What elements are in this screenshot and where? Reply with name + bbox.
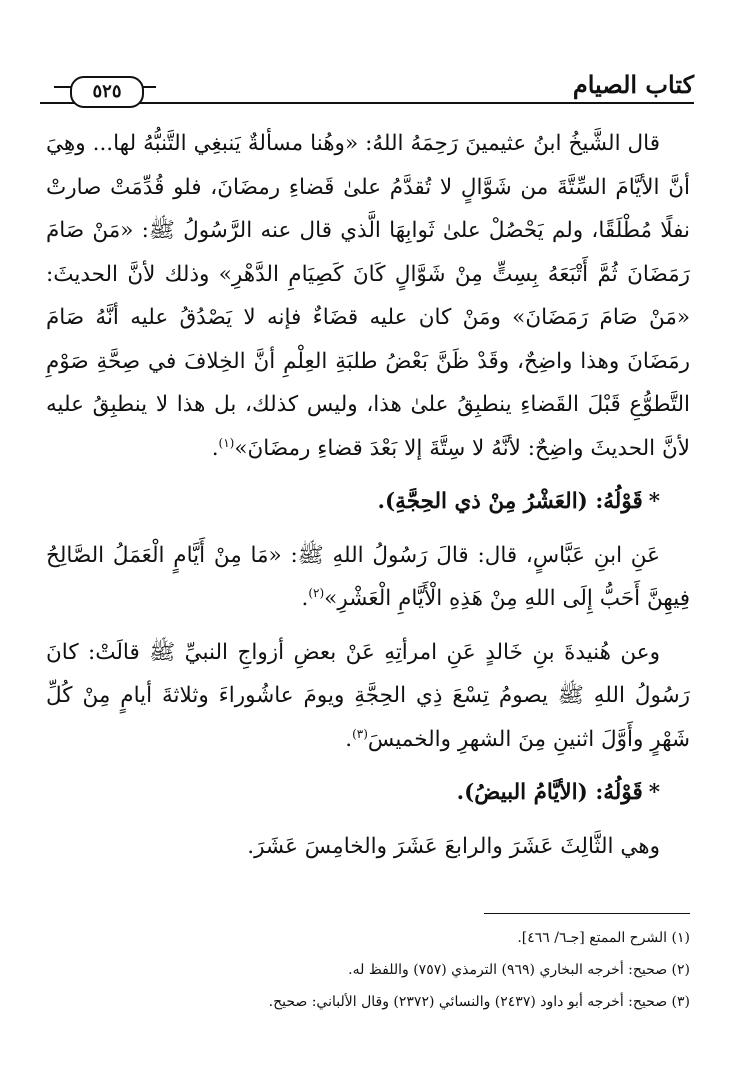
footnote-separator — [484, 913, 690, 914]
page-number-badge: ٥٢٥ — [70, 76, 144, 108]
paragraph-text: وعن هُنيدةَ بنِ خَالدٍ عَنِ امرأتِهِ عَنْ بعضِ أزواجِ النبيِّ ﷺ قالَتْ: كانَ رَسُولُ اللهِ ﷺ يصومُ تِسْعَ ذِي الحِجَّةِ ويومَ عاشُوراءَ وثلاثةَ أيامٍ مِنْ كُلِّ شَهْرٍ وأَوَّلَ اثنينِ مِنَ الشهرِ والخميسَ — [46, 639, 690, 752]
paragraph-text: عَنِ ابنِ عَبَّاسٍ، قال: قالَ رَسُولُ اللهِ ﷺ: «مَا مِنْ أَيَّامٍ الْعَمَلُ الصَّالِحُ فِيهِنَّ أَحَبُّ إِلَى اللهِ مِنْ هَذِهِ الْأَيَّامِ الْعَشْرِ» — [46, 542, 690, 611]
page-header — [40, 64, 694, 104]
paragraph-white-days: وهي الثَّالِثَ عَشَرَ والرابعَ عَشَرَ والخامِسَ عَشَرَ. — [247, 833, 660, 859]
footnote-ref-1: (١) — [218, 435, 235, 450]
heading-dhul-hijjah — [46, 480, 690, 524]
footnote-ref-3: (٣) — [352, 726, 368, 741]
footnote-2: (٢) صحيح: أخرجه البخاري (٩٦٩) الترمذي (٧٥٧) واللفظ له. — [348, 962, 690, 978]
heading-label: قَوْلُهُ: — [595, 489, 643, 514]
paragraph-ibn-uthaymeen: قال الشَّيخُ ابنُ عثيمينَ رَحِمَهُ اللهُ: «وهُنا مسألةٌ يَنبغِي التَّنبُّهُ لها... وهِيَ أنَّ الأيَّامَ السِّتَّةَ من شَوَّالٍ لا تُقدَّمُ علىٰ قَضاءِ رمضَانَ، فلو قُدِّمَتْ صارتْ نفلًا مُطْلَقًا، ولم يَحْصُلْ علىٰ ثَوابِهَا الَّذي قال عنه الرَّسُولُ ﷺ: «مَنْ صَامَ رَمَضَانَ ثُمَّ أَتْبَعَهُ بِسِتٍّ مِنْ شَوَّالٍ كَانَ كَصِيَامِ الدَّهْرِ» وذلك لأنَّ الحديثَ: «مَنْ صَامَ رَمَضَانَ» ومَنْ كان عليه قضَاءٌ فإنه لا يَصْدُقُ عليه أنَّهُ صَامَ رمَضَانَ وهذا واضِحٌ، وقَدْ ظَنَّ بَعْضُ طلبَةِ العِلْمِ أنَّ الخِلافَ في صِحَّةِ صَوْمِ التَّطوُّعِ قَبْلَ القَضاءِ ينطبِقُ علىٰ هذا، وليس كذلك، بل هذا لا ينطبِقُ عليه لأنَّ الحديثَ واضِحٌ: لأنَّهُ لا سِتَّةَ إلا بَعْدَ قضاءِ رمضَانَ»$^{(١)}$. — [46, 131, 690, 461]
heading-label: قَوْلُهُ: — [595, 780, 643, 805]
paragraph-ibn-abbas: عَنِ ابنِ عَبَّاسٍ، قال: قالَ رَسُولُ اللهِ ﷺ: «مَا مِنْ أَيَّامٍ الْعَمَلُ الصَّالِحُ فِيهِنَّ أَحَبُّ إِلَى اللهِ مِنْ هَذِهِ الْأَيَّامِ الْعَشْرِ»$^{(٢)}$. — [46, 542, 690, 611]
footnotes — [46, 922, 690, 1018]
chapter-title: كتاب الصيام — [572, 70, 694, 99]
footnote-3: (٣) صحيح: أخرجه أبو داود (٢٤٣٧) والنسائي (٢٣٧٢) وقال الألباني: صحيح. — [268, 994, 690, 1010]
star-marker-icon: * — [648, 489, 660, 514]
star-marker-icon: * — [648, 780, 660, 805]
paragraph-text: قال الشَّيخُ ابنُ عثيمينَ رَحِمَهُ اللهُ: «وهُنا مسألةٌ يَنبغِي التَّنبُّهُ لها... وهِيَ أنَّ الأيَّامَ السِّتَّةَ من شَوَّالٍ لا تُقدَّمُ علىٰ قَضاءِ رمضَانَ، فلو قُدِّمَتْ صارتْ نفلًا مُطْلَقًا، ولم يَحْصُلْ علىٰ ثَوابِهَا الَّذي قال عنه الرَّسُولُ ﷺ: «مَنْ صَامَ رَمَضَانَ ثُمَّ أَتْبَعَهُ بِسِتٍّ مِنْ شَوَّالٍ كَانَ كَصِيَامِ الدَّهْرِ» وذلك لأنَّ الحديثَ: «مَنْ صَامَ رَمَضَانَ» ومَنْ كان عليه قضَاءٌ فإنه لا يَصْدُقُ عليه أنَّهُ صَامَ رمَضَانَ وهذا واضِحٌ، وقَدْ ظَنَّ بَعْضُ طلبَةِ العِلْمِ أنَّ الخِلافَ في صِحَّةِ صَوْمِ التَّطوُّعِ قَبْلَ القَضاءِ ينطبِقُ علىٰ هذا، وليس كذلك، بل هذا لا ينطبِقُ عليه لأنَّ الحديثَ واضِحٌ: لأنَّهُ لا سِتَّةَ إلا بَعْدَ قضاءِ رمضَانَ» — [46, 131, 690, 461]
paragraph-hunaydah: وعن هُنيدةَ بنِ خَالدٍ عَنِ امرأتِهِ عَنْ بعضِ أزواجِ النبيِّ ﷺ قالَتْ: كانَ رَسُولُ اللهِ ﷺ يصومُ تِسْعَ ذِي الحِجَّةِ ويومَ عاشُوراءَ وثلاثةَ أيامٍ مِنْ كُلِّ شَهْرٍ وأَوَّلَ اثنينِ مِنَ الشهرِ والخميسَ$^{(٣)}$. — [46, 639, 690, 752]
footnote-1: (١) الشرح الممتع [جـ٦/ ٤٦٦]. — [517, 930, 690, 946]
heading-text: (الأيَّامُ البيضُ). — [456, 780, 588, 805]
body-text — [46, 122, 690, 868]
heading-white-days — [46, 771, 690, 815]
footnote-ref-2: (٢) — [308, 585, 325, 600]
heading-text: (العَشْرُ مِنْ ذي الحِجَّةِ). — [377, 489, 588, 514]
